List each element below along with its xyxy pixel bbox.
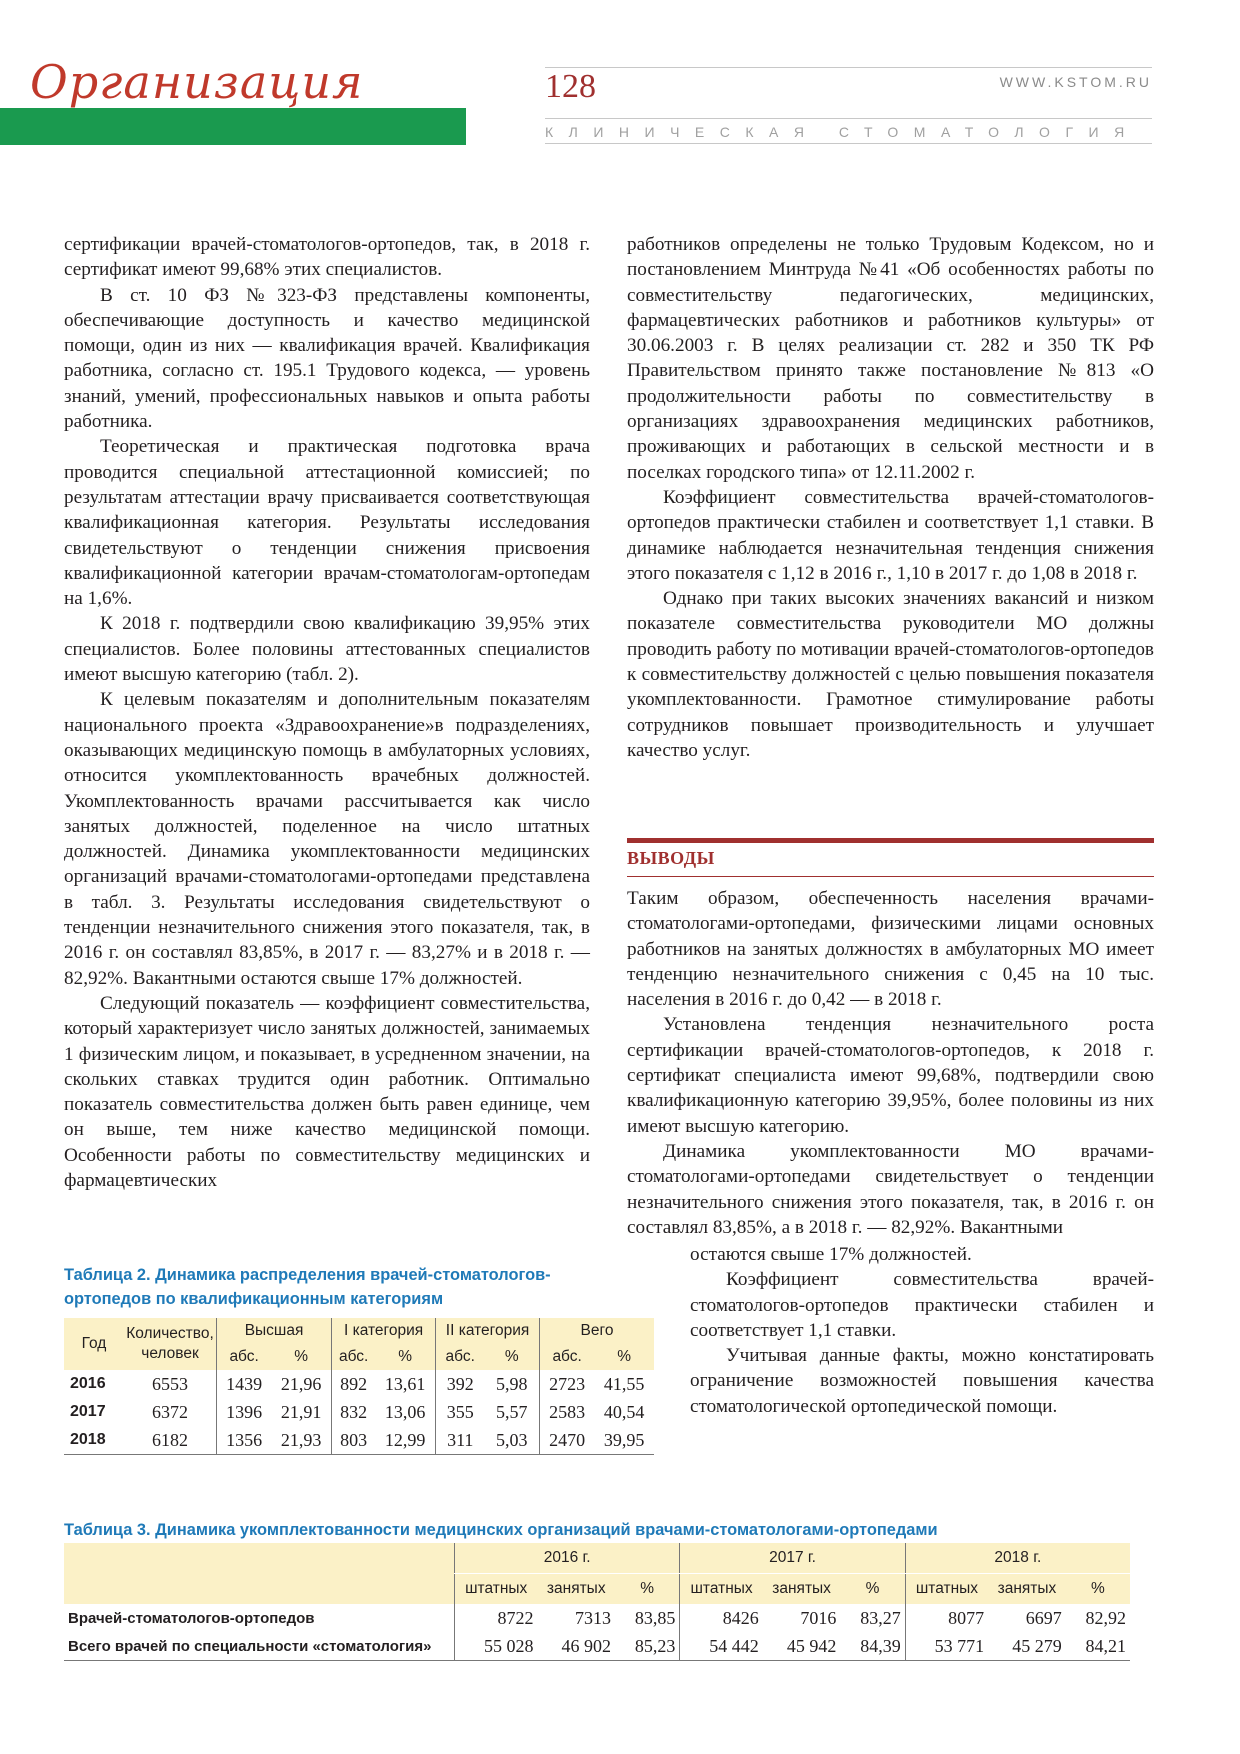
table3-cell: 45 279: [988, 1632, 1066, 1661]
table3-cell: 85,23: [615, 1632, 680, 1661]
right-column: [627, 232, 1154, 763]
table3-subheader: штатных: [455, 1574, 538, 1605]
table2-cell: 892: [332, 1370, 376, 1398]
table2-cell: 311: [436, 1426, 485, 1455]
paragraph: сертификации врачей-стоматологов-ортопедов, так, в 2018 г. сертификат имеют 99,68% этих специалистов.: [64, 234, 590, 281]
table3-subheader: %: [1066, 1574, 1130, 1605]
table2-subheader-pct: %: [271, 1344, 331, 1370]
table2-cell: 5,03: [484, 1426, 539, 1455]
conclusions-underline: [627, 876, 1154, 877]
table3-cell: 83,27: [860, 1607, 901, 1628]
table2-cell: 12,99: [375, 1426, 435, 1455]
table2-subheader-abs: абс.: [436, 1344, 485, 1370]
table2-subheader-abs: абс.: [217, 1344, 272, 1370]
table2-cell: 832: [332, 1398, 376, 1426]
conclusions-bar: [627, 838, 1154, 843]
table3-cell: 83,85: [634, 1607, 676, 1628]
table2-header-group: Высшая: [217, 1318, 332, 1344]
table3-cell: 45 942: [763, 1632, 841, 1661]
table2-cell: 21,93: [271, 1426, 331, 1455]
table3-header-label: [64, 1543, 455, 1604]
left-column: [64, 232, 590, 1193]
table2-cell: 21,96: [280, 1373, 322, 1394]
paragraph: В ст. 10 ФЗ №323-ФЗ представлены компоненты, обеспечивающие доступность и качество медицинской помощи, один из них — квалификация врачей. Квалификация работника, согласно ст. 195.1 Трудового кодекса, — уровень знаний, умений, профессиональных навыков и опыта работы работника.: [64, 284, 590, 433]
table2-cell: 5,98: [495, 1373, 528, 1394]
table2-cell-year: 2016: [70, 1375, 106, 1392]
paragraph: остаются свыше 17% должностей.: [690, 1244, 972, 1265]
table2-header-group: Вего: [540, 1318, 655, 1344]
header-divider-bottom: [545, 143, 1152, 144]
table2-cell: 6182: [124, 1426, 217, 1455]
paragraph: Коэффициент совместительства врачей-стоматологов-ортопедов практически стабилен и соответствует 1,1 ставки. В динамике наблюдается незначительная тенденция снижения этого показателя с 1,12 в 2016 г., 1,10 в 2017 г. до 1,08 в 2018 г.: [627, 486, 1154, 584]
table2-cell: 41,55: [603, 1373, 645, 1394]
table3-cell: 6697: [1025, 1607, 1062, 1628]
section-title: Организация: [30, 55, 364, 109]
table3-cell: 7313: [575, 1607, 612, 1628]
table3-header-year: 2018 г.: [905, 1543, 1130, 1574]
table3-subheader: занятых: [763, 1574, 841, 1605]
paragraph: Следующий показатель — коэффициент совместительства, который характеризует число занятых должностей, занимаемых 1 физическим лицом, и показывает, в усредненном значении, на скольких ставках трудится один работник. Оптимально показатель совместительства должен быть равен единице, чем он выше, тем ниже качество медицинской помощи. Особенности работы по совместительству медицинских и фармацевтических: [64, 992, 590, 1191]
page-number: 128: [545, 68, 596, 105]
table3-cell: 46 902: [537, 1632, 615, 1661]
table2-subheader-abs: абс.: [540, 1344, 595, 1370]
table2-cell: 355: [436, 1398, 485, 1426]
table2-cell: 2470: [540, 1426, 595, 1455]
table3-cell: 8426: [680, 1604, 763, 1632]
journal-name: КЛИНИЧЕСКАЯ СТОМАТОЛОГИЯ: [545, 124, 1140, 140]
table2-cell-year: 2018: [64, 1426, 124, 1455]
table3-subheader: занятых: [988, 1574, 1066, 1605]
table3-cell: 8077: [905, 1604, 988, 1632]
table3: [64, 1543, 1130, 1661]
paragraph: Динамика укомплектованности МО врачами-стоматологами-ортопедами свидетельствует о тенденции незначительного снижения этого показателя, так, в 2016 г. он составлял 83,85%, а в 2018 г. — 82,92%. Вакантными: [627, 1140, 1154, 1238]
table-row: [64, 1426, 654, 1455]
table3-row-label: Врачей-стоматологов-ортопедов: [68, 1609, 315, 1627]
table2: [64, 1318, 654, 1455]
paragraph: К целевым показателям и дополнительным показателям национального проекта «Здравоохранение»в подразделениях, оказывающих медицинскую помощь в амбулаторных условиях, относится укомплектованность врачебных должностей. Укомплектованность врачами рассчитывается как число занятых должностей, поделенное на число штатных должностей. Динамика укомплектованности медицинских организаций врачами-стоматологами-ортопедами представлена в табл. 3. Результаты исследования свидетельствуют о тенденции незначительного снижения этого показателя, так, в 2016 г. он составлял 83,85%, в 2017 г. — 83,27% и в 2018 г. — 82,92%. Вакантными остаются свыше 17% должностей.: [64, 689, 590, 989]
paragraph: Таким образом, обеспеченность населения врачами-стоматологами-ортопедами, физическими лицами основных работников на занятых должностях в амбулаторных МО имеет тенденцию незначительного снижения с 0,45 на 10 тыс. населения в 2016 г. до 0,42 — в 2018 г.: [627, 888, 1154, 1011]
table3-subheader: %: [615, 1574, 680, 1605]
table2-subheader-pct: %: [594, 1344, 654, 1370]
table3-subheader: штатных: [680, 1574, 763, 1605]
conclusions-text-narrow: [690, 1242, 1154, 1419]
paragraph: Установлена тенденция незначительного роста сертификации врачей-стоматологов-ортопедов, к 2018 г. сертификат специалиста имеют 99,68%, подтвердили свою квалификационную категорию 39,95%, более половины из них имеют высшую категорию.: [627, 1014, 1154, 1137]
table2-cell: 39,95: [594, 1426, 654, 1455]
table2-cell: 2583: [540, 1398, 595, 1426]
table2-header-year: Год: [64, 1318, 124, 1370]
paragraph: работников определены не только Трудовым Кодексом, но и постановлением Минтруда №41 «Об особенностях работы по совместительству педагогических, медицинских, фармацевтических работников и работников культуры» от 30.06.2003 г. В целях реализации ст. 282 и 350 ТК РФ Правительством принято также постановление №813 «О продолжительности работы по совместительству в организациях здравоохранения медицинских работников, проживающих и работающих в сельской местности и в поселках городского типа» от 12.11.2002 г.: [627, 234, 1154, 483]
table3-cell: 55 028: [455, 1632, 538, 1661]
table2-cell: 392: [436, 1370, 485, 1398]
table2-header-count: Количество, человек: [124, 1318, 217, 1370]
table2-cell: 1396: [217, 1398, 272, 1426]
table2-subheader-pct: %: [484, 1344, 539, 1370]
table2-cell: 2723: [540, 1370, 595, 1398]
table2-header-group: II категория: [436, 1318, 540, 1344]
paragraph: Учитывая данные факты, можно констатировать ограничение возможностей повышения качества стоматологической ортопедической помощи.: [690, 1345, 1154, 1417]
table2-cell: 21,91: [280, 1401, 322, 1422]
table3-row-label: Всего врачей по специальности «стоматология»: [64, 1632, 455, 1661]
table2-cell: 13,61: [384, 1373, 426, 1394]
table-row: [64, 1370, 654, 1398]
table-row: [64, 1632, 1130, 1661]
table2-cell: 6553: [152, 1373, 188, 1394]
site-url[interactable]: WWW.KSTOM.RU: [999, 74, 1152, 90]
table2-cell: 40,54: [603, 1401, 645, 1422]
table3-cell: 54 442: [680, 1632, 763, 1661]
table3-cell: 82,92: [1085, 1607, 1126, 1628]
table2-subheader-pct: %: [375, 1344, 435, 1370]
table3-subheader: занятых: [537, 1574, 615, 1605]
table2-cell: 5,57: [495, 1401, 528, 1422]
table3-subheader: штатных: [905, 1574, 988, 1605]
header-green-bar: [0, 108, 466, 145]
conclusions-heading: ВЫВОДЫ: [627, 848, 715, 868]
table-row: [64, 1398, 654, 1426]
table3-cell: 84,39: [840, 1632, 905, 1661]
paragraph: Однако при таких высоких значениях вакансий и низком показателе совместительства руководители МО должны проводить работу по мотивации врачей-стоматологов-ортопедов к совместительству должностей с целью повышения показателя укомплектованности. Грамотное стимулирование работы сотрудников повышает производительность и улучшает качество услуг.: [627, 588, 1154, 761]
table3-cell: 7016: [800, 1607, 837, 1628]
header-divider-top: [545, 67, 1152, 68]
table3-cell: 84,21: [1066, 1632, 1130, 1661]
conclusions-text: [627, 886, 1154, 1240]
table3-header-year: 2016 г.: [455, 1543, 680, 1574]
table2-cell: 6372: [152, 1401, 188, 1422]
table2-caption: Таблица 2. Динамика распределения врачей-стоматологов-ортопедов по квалификационным категориям: [64, 1266, 551, 1308]
table2-header-group: I категория: [332, 1318, 436, 1344]
table-row: [64, 1604, 1130, 1632]
table2-cell-year: 2017: [70, 1403, 106, 1420]
table2-cell: 1356: [217, 1426, 272, 1455]
table3-header-year: 2017 г.: [680, 1543, 905, 1574]
paragraph: Коэффициент совместительства врачей-стоматологов-ортопедов практически стабилен и соответствует 1,1 ставки.: [690, 1269, 1154, 1341]
paragraph: Теоретическая и практическая подготовка врача проводится специальной аттестационной комиссией; по результатам аттестации врачу присваивается соответствующая квалификационная категория. Результаты исследования свидетельствуют о тенденции снижения присвоения квалификационной категории врачам-стоматологам-ортопедам на 1,6%.: [64, 436, 590, 610]
table3-cell: 8722: [455, 1604, 538, 1632]
table3-subheader: %: [840, 1574, 905, 1605]
table2-cell: 1439: [217, 1370, 272, 1398]
paragraph: К 2018 г. подтвердили свою квалификацию 39,95% этих специалистов. Более половины аттестованных специалистов имеют высшую категорию (табл. 2).: [64, 613, 590, 686]
table2-cell: 803: [332, 1426, 376, 1455]
header-divider-middle: [545, 118, 1152, 119]
table2-cell: 13,06: [384, 1401, 426, 1422]
table3-cell: 53 771: [905, 1632, 988, 1661]
table2-subheader-abs: абс.: [332, 1344, 376, 1370]
table3-caption: Таблица 3. Динамика укомплектованности медицинских организаций врачами-стоматологами-ортопедами: [64, 1521, 938, 1539]
